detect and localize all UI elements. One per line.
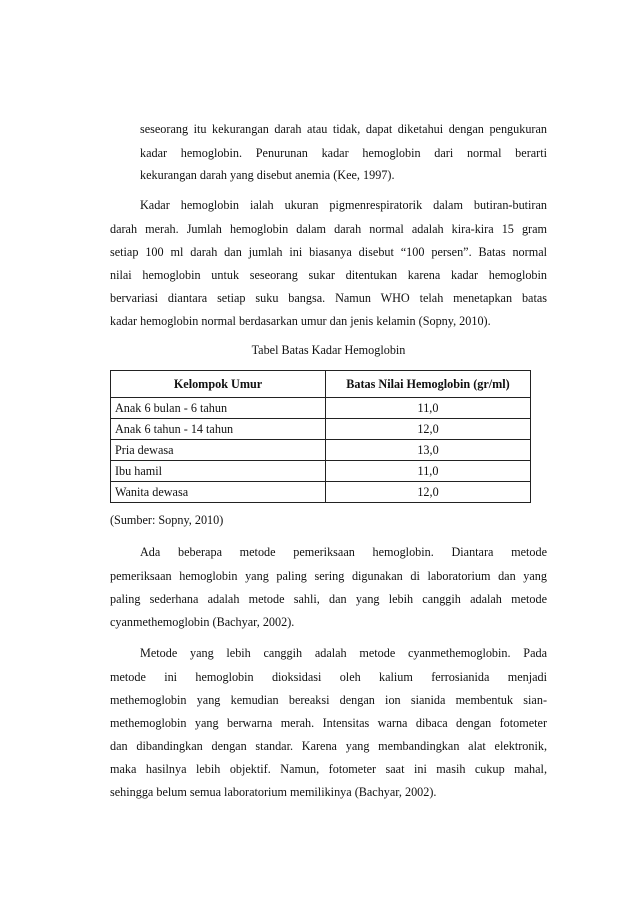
table-row — [111, 398, 531, 419]
table-row — [111, 440, 531, 461]
paragraph2-line: bervariasi diantara setiap suku bangsa. Namun WHO telah menetapkan batas — [110, 291, 547, 305]
paragraph4-line: Metode yang lebih canggih adalah metode cyanmethemoglobin. Pada — [140, 646, 547, 660]
table-cell-group: Anak 6 tahun - 14 tahun — [111, 419, 326, 440]
table-cell-value: 12,0 — [326, 482, 531, 503]
paragraph1-line: kadar hemoglobin. Penurunan kadar hemoglobin dari normal berarti — [140, 146, 547, 160]
paragraph4-line: methemoglobin yang berwarna merah. Intensitas warna dibaca dengan fotometer — [110, 716, 547, 730]
paragraph3-line: paling sederhana adalah metode sahli, dan yang lebih canggih adalah metode — [110, 592, 547, 606]
table-cell-value: 13,0 — [326, 440, 531, 461]
paragraph2-line: setiap 100 ml darah dan jumlah ini biasanya disebut “100 persen”. Batas normal — [110, 245, 547, 259]
table-cell-group: Anak 6 bulan - 6 tahun — [111, 398, 326, 419]
table-source: (Sumber: Sopny, 2010) — [110, 513, 224, 527]
table-cell-group: Ibu hamil — [111, 461, 326, 482]
paragraph4-line: methemoglobin yang kemudian bereaksi dengan ion sianida membentuk sian- — [110, 693, 547, 707]
table-cell-value: 11,0 — [326, 461, 531, 482]
hemoglobin-table — [110, 370, 531, 503]
paragraph1-line: seseorang itu kekurangan darah atau tidak, dapat diketahui dengan pengukuran — [140, 122, 547, 136]
paragraph2-line: nilai hemoglobin untuk seseorang sukar ditentukan karena kadar hemoglobin — [110, 268, 547, 282]
paragraph3-line: cyanmethemoglobin (Bachyar, 2002). — [110, 615, 295, 629]
paragraph2-line: darah merah. Jumlah hemoglobin dalam darah normal adalah kira-kira 15 gram — [110, 222, 547, 236]
paragraph2-line: kadar hemoglobin normal berdasarkan umur dan jenis kelamin (Sopny, 2010). — [110, 314, 491, 328]
table-caption: Tabel Batas Kadar Hemoglobin — [251, 343, 406, 357]
table-cell-group: Wanita dewasa — [111, 482, 326, 503]
table-cell-value: 12,0 — [326, 419, 531, 440]
paragraph1-line: kekurangan darah yang disebut anemia (Kee, 1997). — [140, 168, 395, 182]
paragraph2-line: Kadar hemoglobin ialah ukuran pigmenrespiratorik dalam butiran-butiran — [140, 198, 547, 212]
paragraph4-line: dan dibandingkan dengan standar. Karena yang membandingkan alat elektronik, — [110, 739, 547, 753]
table-cell-group: Pria dewasa — [111, 440, 326, 461]
table-row — [111, 482, 531, 503]
paragraph3-line: Ada beberapa metode pemeriksaan hemoglobin. Diantara metode — [140, 545, 547, 559]
paragraph4-line: metode ini hemoglobin dioksidasi oleh kalium ferrosianida menjadi — [110, 670, 547, 684]
table-header-row — [111, 371, 531, 398]
table-header-cell: Batas Nilai Hemoglobin (gr/ml) — [326, 371, 531, 398]
table-cell-value: 11,0 — [326, 398, 531, 419]
paragraph4-line: sehingga belum semua laboratorium memilikinya (Bachyar, 2002). — [110, 785, 437, 799]
table-header-cell: Kelompok Umur — [111, 371, 326, 398]
table-row — [111, 419, 531, 440]
table-row — [111, 461, 531, 482]
paragraph3-line: pemeriksaan hemoglobin yang paling sering digunakan di laboratorium dan yang — [110, 569, 547, 583]
paragraph4-line: maka hasilnya lebih objektif. Namun, fotometer saat ini masih cukup mahal, — [110, 762, 547, 776]
